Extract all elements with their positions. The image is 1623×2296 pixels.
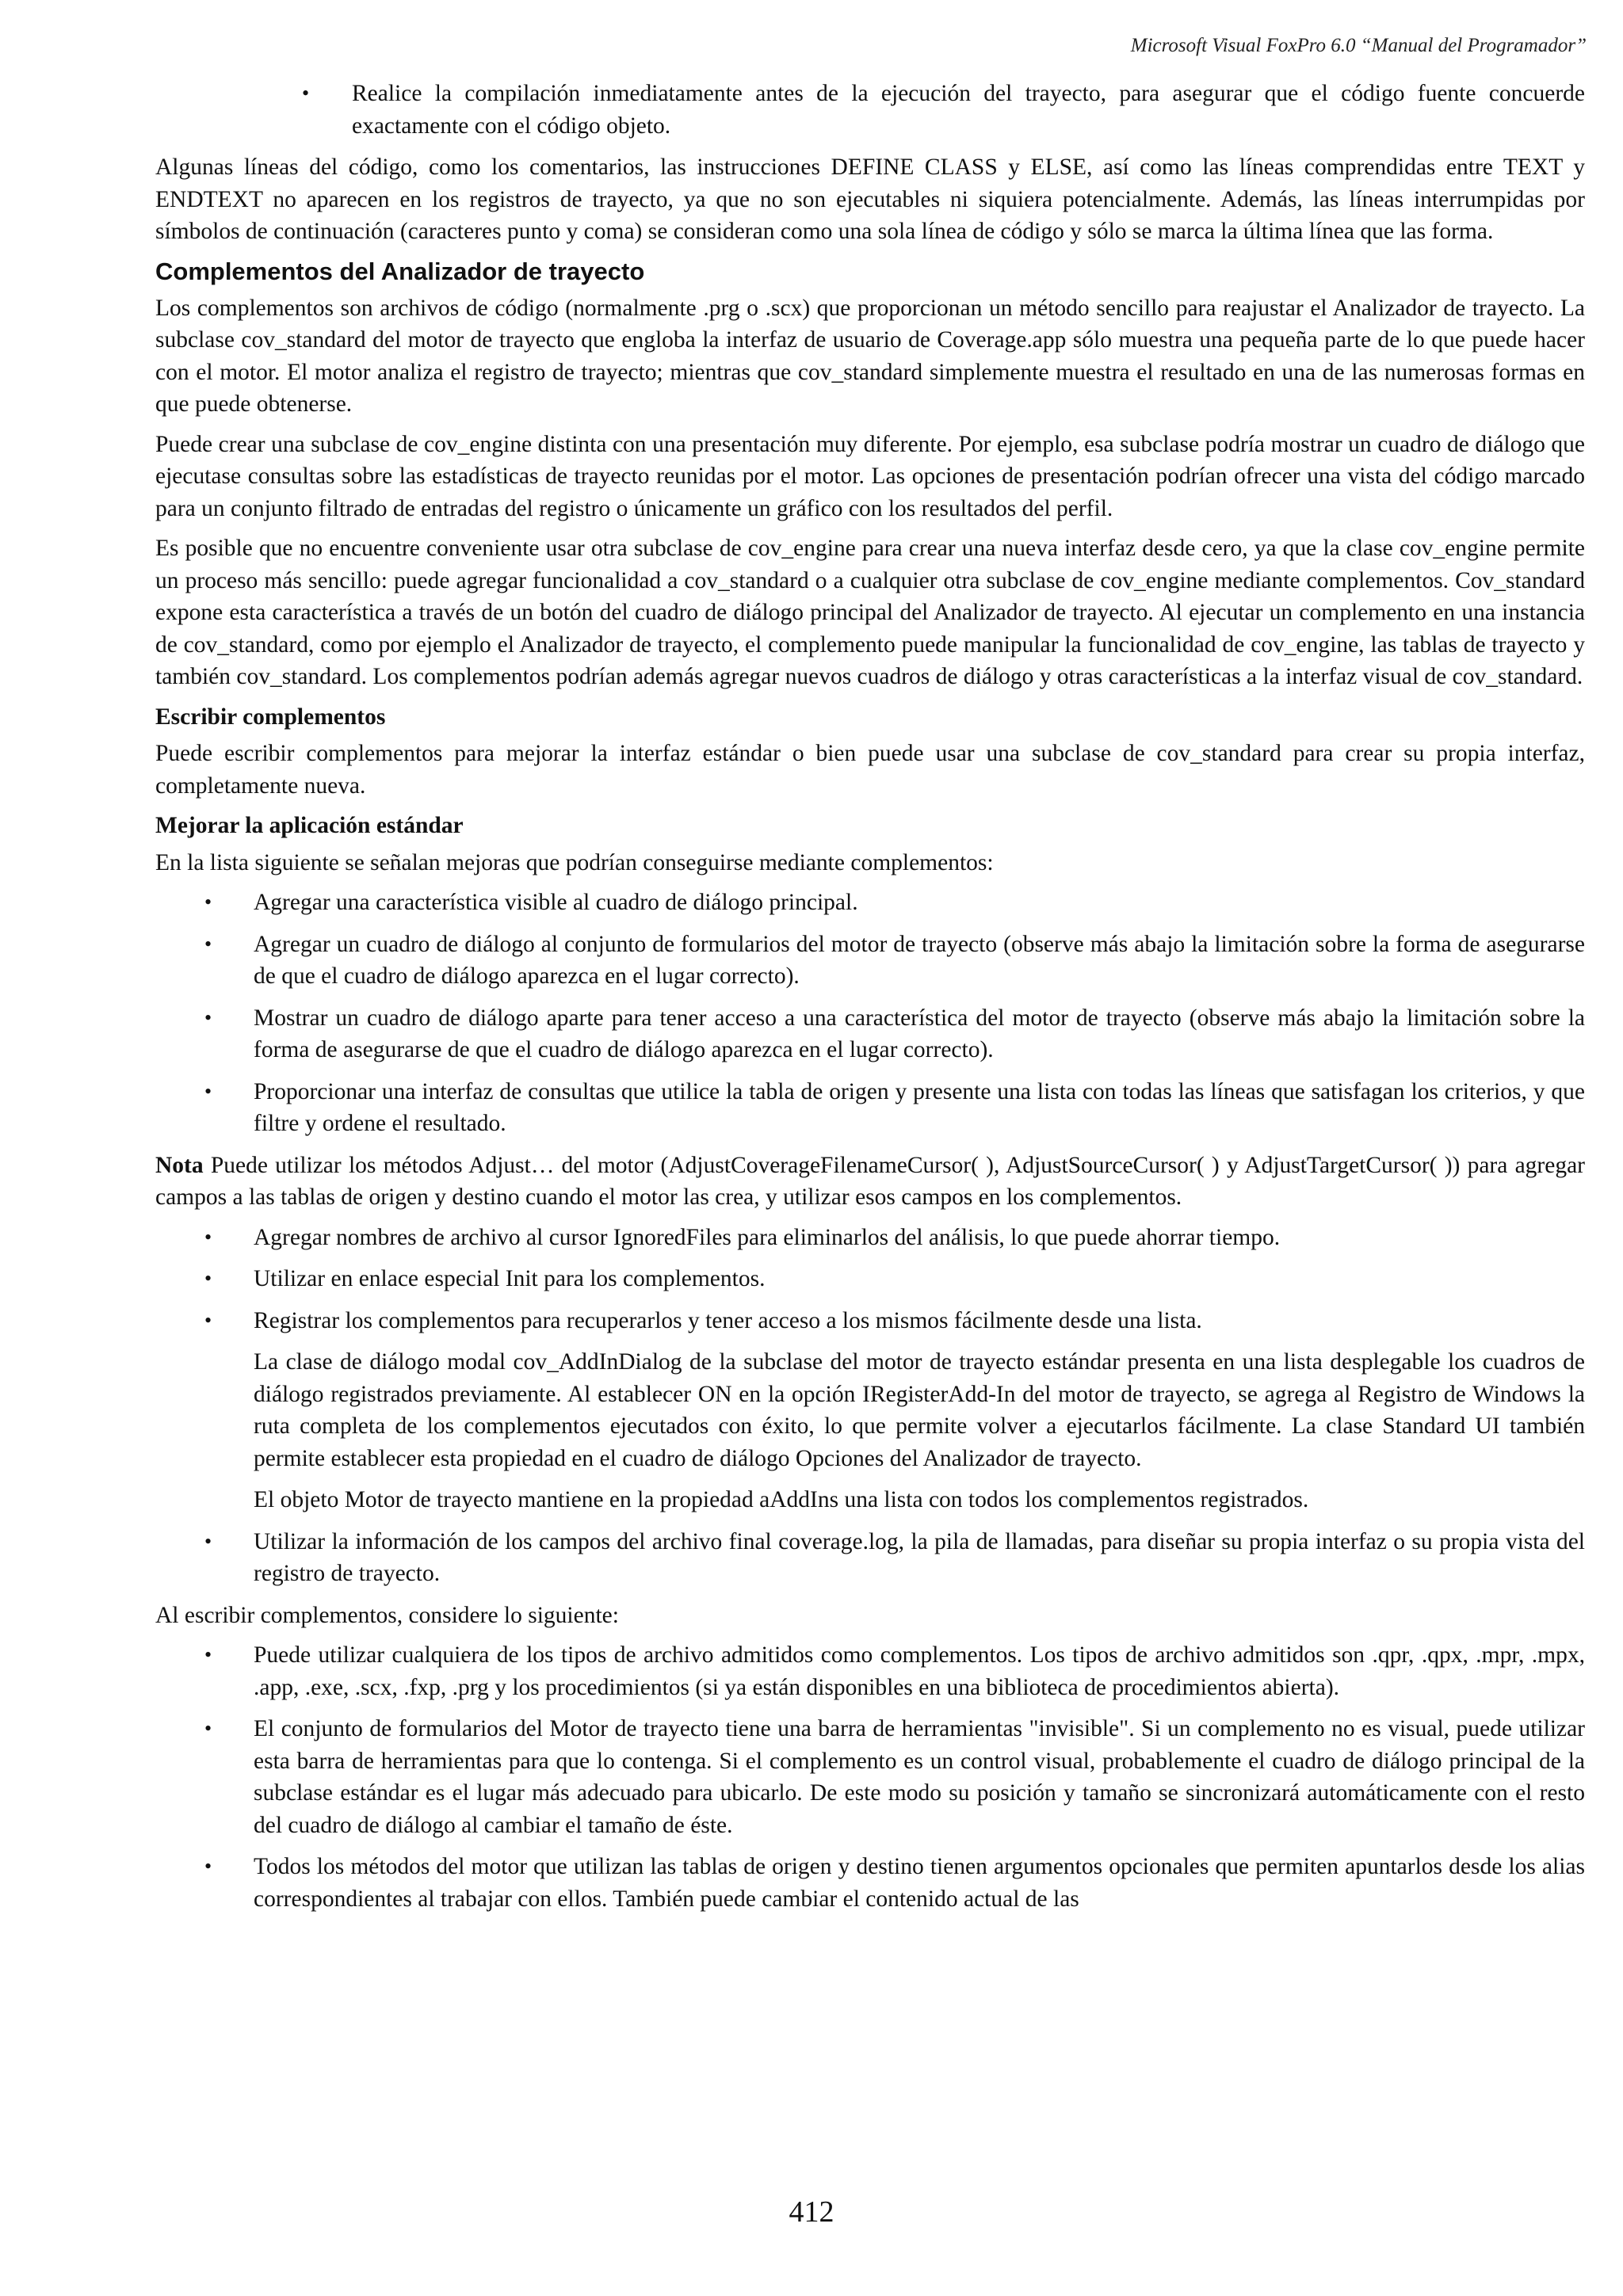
features-list-last bbox=[155, 1526, 1585, 1590]
bullet-icon: • bbox=[204, 932, 212, 955]
list-item-text: Puede utilizar cualquiera de los tipos de archivo admitidos como complementos. Los tipos de archivo admitidos son .qpr, .qpx, .mpr, .mpx, .app, .exe, .scx, .fxp, .prg y los procedimientos (si ya están disponibles en una biblioteca de procedimientos abierta). bbox=[254, 1642, 1585, 1700]
features-list bbox=[155, 1222, 1585, 1337]
bullet-icon: • bbox=[204, 1308, 212, 1332]
paragraph-improvements: En la lista siguiente se señalan mejoras que podrían conseguirse mediante complementos: bbox=[155, 849, 994, 875]
bullet-icon: • bbox=[204, 1225, 212, 1249]
note-paragraph bbox=[155, 1150, 1585, 1214]
list-item bbox=[155, 1263, 1585, 1295]
list-item bbox=[155, 1851, 1585, 1915]
list-item-text: Agregar una característica visible al cuadro de diálogo principal. bbox=[254, 890, 858, 915]
bullet-icon: • bbox=[302, 82, 310, 105]
running-header: Microsoft Visual FoxPro 6.0 “Manual del Programador” bbox=[1130, 35, 1587, 56]
list-item-text: Registrar los complementos para recuperarlos y tener acceso a los mismos fácilmente desde una lista. bbox=[254, 1307, 1202, 1333]
note-label: Nota bbox=[155, 1152, 204, 1178]
list-item bbox=[155, 1305, 1585, 1337]
list-item-text: Agregar un cuadro de diálogo al conjunto de formularios del motor de trayecto (observe más abajo la limitación sobre la forma de asegurarse de que el cuadro de diálogo aparezca en el lugar correcto). bbox=[254, 931, 1585, 989]
bullet-icon: • bbox=[204, 1643, 212, 1666]
improvements-list bbox=[155, 887, 1585, 1140]
considerations-list bbox=[155, 1639, 1585, 1915]
paragraph-writing: Puede escribir complementos para mejorar la interfaz estándar o bien puede usar una subclase de cov_standard para crear su propia interfaz, completamente nueva. bbox=[155, 741, 1585, 799]
list-item bbox=[155, 929, 1585, 993]
list-item bbox=[155, 78, 1585, 142]
list-continuation: La clase de diálogo modal cov_AddInDialog de la subclase del motor de trayecto estándar presenta en una lista desplegable los cuadros de diálogo registrados previamente. Al establecer ON en la opción IRegisterAdd-In del motor de trayecto, se agrega al Registro de Windows la ruta completa de los complementos ejecutados con éxito, lo que permite volver a ejecutarlos fácilmente. La clase Standard UI también permite establecer esta propiedad en el cuadro de diálogo Opciones del Analizador de trayecto. bbox=[254, 1349, 1585, 1471]
bullet-icon: • bbox=[204, 891, 212, 913]
list-item bbox=[155, 1526, 1585, 1590]
intro-list bbox=[155, 78, 1585, 142]
paragraph-subclass: Puede crear una subclase de cov_engine distinta con una presentación muy diferente. Por ejemplo, esa subclase podría mostrar un cuadro de diálogo que ejecutase consultas sobre las estadísticas de trayecto reunidas por el motor. Las opciones de presentación podrían ofrecer una vista del código marcado para un conjunto filtrado de entradas del registro o únicamente un gráfico con los resultados del perfil. bbox=[155, 431, 1585, 521]
subheading-improve: Mejorar la aplicación estándar bbox=[155, 813, 464, 838]
subheading-writing: Escribir complementos bbox=[155, 704, 386, 730]
list-item-text: Agregar nombres de archivo al cursor IgnoredFiles para eliminarlos del análisis, lo que puede ahorrar tiempo. bbox=[254, 1224, 1281, 1250]
list-item-text: Utilizar la información de los campos del archivo final coverage.log, la pila de llamadas, para diseñar su propia interfaz o su propia vista del registro de trayecto. bbox=[254, 1528, 1585, 1586]
list-continuation: El objeto Motor de trayecto mantiene en la propiedad aAddIns una lista con todos los complementos registrados. bbox=[254, 1487, 1309, 1512]
list-item-text: Proporcionar una interfaz de consultas que utilice la tabla de origen y presente una lista con todas las líneas que satisfagan los criterios, y que filtre y ordene el resultado. bbox=[254, 1078, 1585, 1136]
note-text: Puede utilizar los métodos Adjust… del motor (AdjustCoverageFilenameCursor( ), AdjustSourceCursor( ) y AdjustTargetCursor( )) para agregar campos a las tablas de origen y destino cuando el motor las crea, y utilizar esos campos en los complementos. bbox=[155, 1152, 1585, 1210]
paragraph-cov-engine: Es posible que no encuentre conveniente usar otra subclase de cov_engine para crear una nueva interfaz desde cero, ya que la clase cov_engine permite un proceso más sencillo: puede agregar funcionalidad a cov_standard o a cualquier otra subclase de cov_engine mediante complementos. Cov_standard expone esta característica a través de un botón del cuadro de diálogo principal del Analizador de trayecto. Al ejecutar un complemento en una instancia de cov_standard, como por ejemplo el Analizador de trayecto, el complemento puede manipular la funcionalidad de cov_engine, las tablas de trayecto y también cov_standard. Los complementos podrían además agregar nuevos cuadros de diálogo y otras características a la interfaz visual de cov_standard. bbox=[155, 536, 1585, 689]
bullet-icon: • bbox=[204, 1529, 212, 1553]
paragraph-considerations: Al escribir complementos, considere lo siguiente: bbox=[155, 1602, 619, 1628]
list-item bbox=[155, 1076, 1585, 1140]
page-number: 412 bbox=[789, 2195, 834, 2229]
paragraph-comments: Algunas líneas del código, como los comentarios, las instrucciones DEFINE CLASS y ELSE, así como las líneas comprendidas entre TEXT y ENDTEXT no aparecen en los registros de trayecto, ya que no son ejecutables ni siquiera potencialmente. Además, las líneas interrumpidas por símbolos de continuación (caracteres punto y coma) se consideran como una sola línea de código y sólo se marca la última línea que las forma. bbox=[155, 154, 1585, 244]
list-item bbox=[155, 1002, 1585, 1066]
bullet-icon: • bbox=[204, 1717, 212, 1740]
list-item bbox=[155, 887, 1585, 919]
list-item bbox=[155, 1639, 1585, 1703]
bullet-icon: • bbox=[204, 1079, 212, 1103]
bullet-icon: • bbox=[204, 1005, 212, 1029]
list-item bbox=[155, 1222, 1585, 1254]
list-item-text: Utilizar en enlace especial Init para los complementos. bbox=[254, 1266, 766, 1291]
bullet-icon: • bbox=[204, 1855, 212, 1878]
list-item-text: El conjunto de formularios del Motor de trayecto tiene una barra de herramientas "invisible". Si un complemento no es visual, puede utilizar esta barra de herramientas para que lo contenga. Si el complemento es un control visual, probablemente el cuadro de diálogo principal de la subclase estándar es el lugar más adecuado para ubicarlo. De este modo su posición y tamaño se sincronizará automáticamente con el resto del cuadro de diálogo al cambiar el tamaño de éste. bbox=[254, 1716, 1585, 1838]
paragraph-complements-intro: Los complementos son archivos de código (normalmente .prg o .scx) que proporcionan un método sencillo para reajustar el Analizador de trayecto. La subclase cov_standard del motor de trayecto que engloba la interfaz de usuario de Coverage.app sólo muestra una pequeña parte de lo que puede hacer con el motor. El motor analiza el registro de trayecto; mientras que cov_standard simplemente muestra el resultado en una de las numerosas formas en que puede obtenerse. bbox=[155, 295, 1585, 417]
list-item-text: Mostrar un cuadro de diálogo aparte para tener acceso a una característica del motor de trayecto (observe más abajo la limitación sobre la forma de asegurarse de que el cuadro de diálogo aparezca en el lugar correcto). bbox=[254, 1005, 1585, 1062]
bullet-icon: • bbox=[204, 1267, 212, 1290]
list-item bbox=[155, 1713, 1585, 1841]
list-item-text: Realice la compilación inmediatamente antes de la ejecución del trayecto, para asegurar que el código fuente concuerde exactamente con el código objeto. bbox=[352, 81, 1585, 139]
list-item-text: Todos los métodos del motor que utilizan las tablas de origen y destino tienen argumentos opcionales que permiten apuntarlos desde los alias correspondientes al trabajar con ellos. También puede cambiar el contenido actual de las bbox=[254, 1854, 1585, 1912]
section-heading: Complementos del Analizador de trayecto bbox=[155, 257, 645, 285]
page-content bbox=[155, 78, 1585, 1924]
